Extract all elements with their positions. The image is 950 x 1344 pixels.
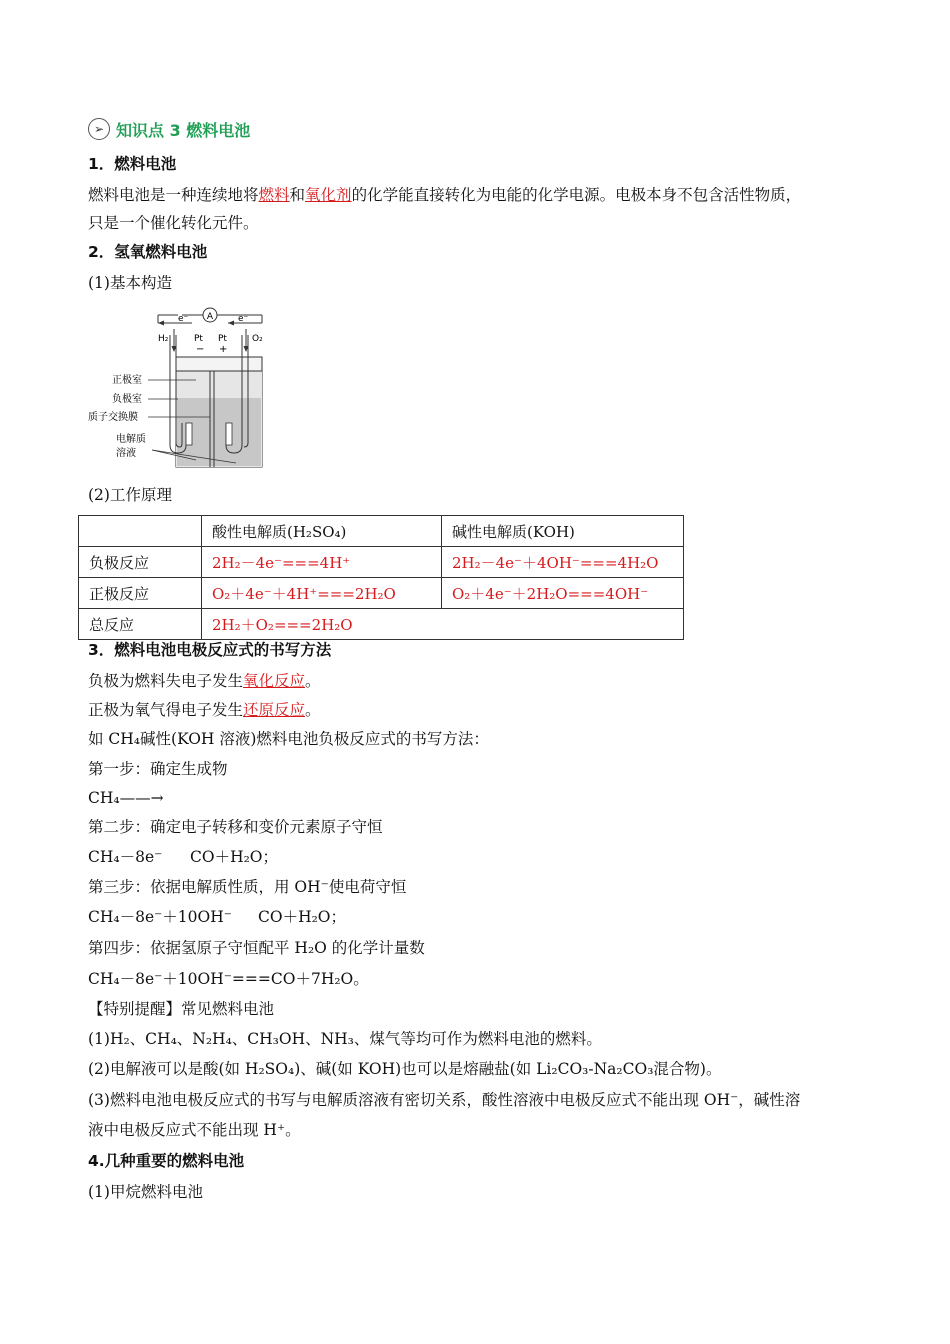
answer-blank: 氧化剂	[305, 186, 352, 204]
answer-blank: 燃料	[258, 186, 290, 204]
electrolyte-label: 溶液	[116, 448, 136, 459]
text: 负极为燃料失电子发生	[88, 672, 244, 690]
paragraph-1-line-1	[88, 184, 801, 206]
table-row	[79, 547, 684, 578]
equation-1: CH₄——→	[88, 789, 164, 807]
pt-right-label: Pt	[218, 334, 227, 344]
fuel-cell-svg	[86, 305, 276, 470]
text: 和	[289, 186, 306, 204]
text: 燃料电池是一种连续地将	[88, 186, 259, 204]
fuel-cell-diagram	[86, 305, 276, 470]
heading-1: 1．燃料电池	[88, 155, 177, 173]
equation-3-right: CO＋H₂O；	[258, 908, 347, 926]
pt-electrode-right	[226, 423, 232, 445]
table-header-cell	[79, 516, 202, 547]
acid-equation: O₂＋4e⁻＋4H⁺===2H₂O	[202, 578, 442, 609]
table-row	[79, 609, 684, 640]
table-row	[79, 578, 684, 609]
acid-equation: 2H₂－4e⁻===4H⁺	[202, 547, 442, 578]
pt-electrode-left	[186, 423, 192, 445]
tip-3-line-2: 液中电极反应式不能出现 H⁺。	[88, 1121, 301, 1139]
text: 。	[305, 672, 321, 690]
table-header-cell: 酸性电解质(H₂SO₄)	[202, 516, 442, 547]
plus-label: +	[219, 344, 228, 355]
tip-3-line-1: (3)燃料电池电极反应式的书写与电解质溶液有密切关系，酸性溶液中电极反应式不能出现 OH⁻，碱性溶	[88, 1091, 801, 1109]
section-title	[88, 116, 250, 142]
positive-electrode-line	[88, 699, 321, 721]
reaction-table	[78, 515, 684, 640]
equation-3-left: CH₄－8e⁻＋10OH⁻	[88, 908, 232, 926]
paragraph-1-line-2: 只是一个催化转化元件。	[88, 214, 259, 232]
equation-2-right: CO＋H₂O；	[190, 848, 279, 866]
subheading-principle: (2)工作原理	[88, 486, 172, 504]
row-label: 正极反应	[79, 578, 202, 609]
membrane-label: 质子交换膜	[88, 412, 138, 423]
text: 。	[305, 701, 321, 719]
subheading-structure: (1)基本构造	[88, 274, 172, 292]
electron-label-left: e⁻	[178, 314, 189, 324]
text: 正极为氧气得电子发生	[88, 701, 244, 719]
equation-2-left: CH₄－8e⁻	[88, 848, 163, 866]
answer-blank: 氧化反应	[243, 672, 306, 690]
step-3: 第三步：依据电解质性质，用 OH⁻使电荷守恒	[88, 878, 407, 896]
tip-title: 【特别提醒】常见燃料电池	[88, 1000, 275, 1018]
arrowhead-icon	[228, 321, 234, 326]
row-label: 负极反应	[79, 547, 202, 578]
tip-2: (2)电解液可以是酸(如 H₂SO₄)、碱(如 KOH)也可以是熔融盐(如 Li₂CO₃-Na₂CO₃混合物)。	[88, 1060, 722, 1078]
h2-label: H₂	[158, 334, 169, 344]
arrow-circle-icon: ➢	[88, 118, 110, 140]
pt-left-label: Pt	[194, 334, 203, 344]
cathode-chamber-label: 正极室	[112, 375, 142, 386]
arrowhead-icon	[158, 321, 164, 326]
step-4: 第四步：依据氢原子守恒配平 H₂O 的化学计量数	[88, 939, 425, 957]
step-1: 第一步：确定生成物	[88, 760, 228, 778]
electrolyte-label: 电解质	[116, 434, 146, 445]
tip-1: (1)H₂、CH₄、N₂H₄、CH₃OH、NH₃、煤气等均可作为燃料电池的燃料。	[88, 1030, 602, 1048]
table-header-row	[79, 516, 684, 547]
base-equation: O₂＋4e⁻＋2H₂O===4OH⁻	[442, 578, 684, 609]
example-intro: 如 CH₄碱性(KOH 溶液)燃料电池负极反应式的书写方法：	[88, 730, 489, 748]
electron-label-right: e⁻	[238, 314, 249, 324]
answer-blank: 还原反应	[243, 701, 306, 719]
section-title-text: 知识点 3 燃料电池	[116, 120, 251, 140]
heading-4: 4.几种重要的燃料电池	[88, 1152, 245, 1170]
step-2: 第二步：确定电子转移和变价元素原子守恒	[88, 818, 383, 836]
anode-chamber-label: 负极室	[112, 394, 142, 405]
subheading-methane: (1)甲烷燃料电池	[88, 1183, 203, 1201]
text: 的化学能直接转化为电能的化学电源。电极本身不包含活性物质，	[351, 186, 802, 204]
negative-electrode-line	[88, 670, 321, 692]
table-header-cell: 碱性电解质(KOH)	[442, 516, 684, 547]
ammeter-label: A	[206, 312, 214, 322]
total-equation: 2H₂＋O₂===2H₂O	[202, 609, 684, 640]
equation-4: CH₄－8e⁻＋10OH⁻===CO＋7H₂O。	[88, 970, 369, 988]
heading-2: 2．氢氧燃料电池	[88, 243, 208, 261]
heading-3: 3．燃料电池电极反应式的书写方法	[88, 641, 332, 659]
o2-label: O₂	[252, 334, 263, 344]
row-label: 总反应	[79, 609, 202, 640]
minus-label: −	[196, 344, 205, 355]
base-equation: 2H₂－4e⁻＋4OH⁻===4H₂O	[442, 547, 684, 578]
